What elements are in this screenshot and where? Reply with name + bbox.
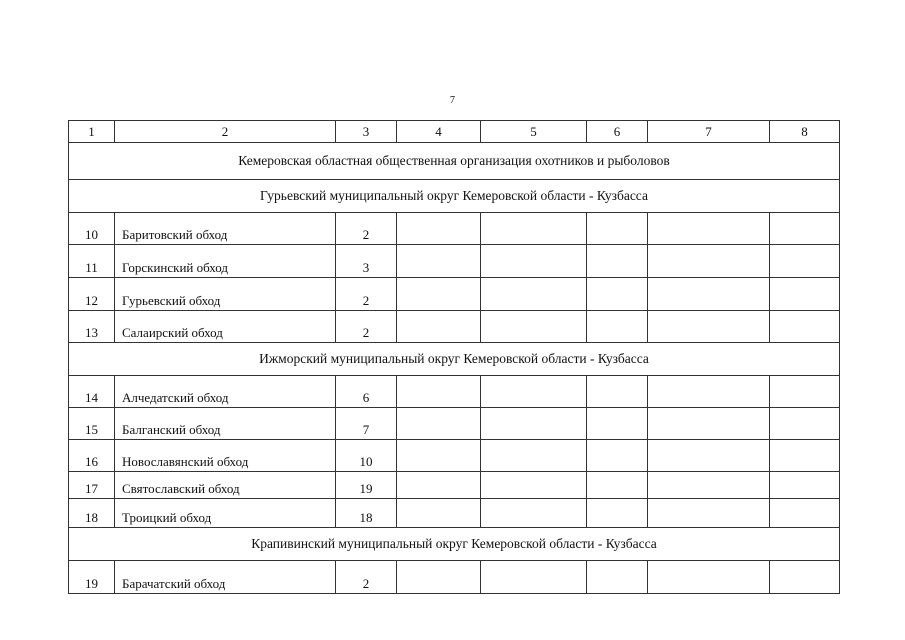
empty-cell [770, 376, 840, 408]
row-name: Алчедатский обход [115, 376, 336, 408]
section-header-row [69, 180, 840, 213]
row-name: Горскинский обход [115, 245, 336, 278]
row-number: 18 [69, 499, 115, 528]
empty-cell [587, 213, 648, 245]
page-number: 7 [450, 95, 455, 106]
empty-cell [397, 561, 481, 594]
empty-cell [648, 561, 770, 594]
table-row [69, 408, 840, 440]
row-number: 16 [69, 440, 115, 472]
column-header: 7 [648, 121, 770, 143]
column-number-row [69, 121, 840, 143]
empty-cell [587, 376, 648, 408]
row-number: 13 [69, 311, 115, 343]
row-count: 18 [336, 499, 397, 528]
empty-cell [587, 278, 648, 311]
row-number: 19 [69, 561, 115, 594]
row-count: 2 [336, 278, 397, 311]
empty-cell [770, 213, 840, 245]
empty-cell [587, 311, 648, 343]
empty-cell [397, 245, 481, 278]
row-number: 17 [69, 472, 115, 499]
row-count: 19 [336, 472, 397, 499]
empty-cell [397, 213, 481, 245]
empty-cell [481, 213, 587, 245]
row-count: 3 [336, 245, 397, 278]
table-row [69, 440, 840, 472]
empty-cell [481, 440, 587, 472]
empty-cell [397, 408, 481, 440]
empty-cell [481, 278, 587, 311]
row-count: 2 [336, 561, 397, 594]
empty-cell [587, 561, 648, 594]
empty-cell [397, 472, 481, 499]
empty-cell [397, 440, 481, 472]
row-number: 12 [69, 278, 115, 311]
empty-cell [481, 376, 587, 408]
empty-cell [481, 499, 587, 528]
section-header-row [69, 343, 840, 376]
row-name: Салаирский обход [115, 311, 336, 343]
empty-cell [587, 499, 648, 528]
empty-cell [481, 408, 587, 440]
empty-cell [587, 472, 648, 499]
row-count: 2 [336, 213, 397, 245]
empty-cell [648, 499, 770, 528]
empty-cell [770, 311, 840, 343]
column-header: 2 [115, 121, 336, 143]
empty-cell [648, 376, 770, 408]
row-name: Троицкий обход [115, 499, 336, 528]
column-header: 8 [770, 121, 840, 143]
empty-cell [648, 311, 770, 343]
row-name: Барачатский обход [115, 561, 336, 594]
empty-cell [770, 440, 840, 472]
row-name: Баритовский обход [115, 213, 336, 245]
table-row [69, 561, 840, 594]
section-title: Ижморский муниципальный округ Кемеровской области - Кузбасса [69, 343, 840, 376]
empty-cell [770, 499, 840, 528]
empty-cell [648, 245, 770, 278]
row-name: Новославянский обход [115, 440, 336, 472]
row-name: Святославский обход [115, 472, 336, 499]
empty-cell [648, 408, 770, 440]
empty-cell [770, 408, 840, 440]
row-count: 2 [336, 311, 397, 343]
empty-cell [770, 472, 840, 499]
empty-cell [397, 311, 481, 343]
empty-cell [397, 278, 481, 311]
table-row [69, 311, 840, 343]
empty-cell [397, 376, 481, 408]
empty-cell [648, 278, 770, 311]
empty-cell [481, 472, 587, 499]
table-row [69, 499, 840, 528]
column-header: 4 [397, 121, 481, 143]
empty-cell [481, 561, 587, 594]
table-row [69, 472, 840, 499]
organization-title: Кемеровская областная общественная организация охотников и рыболовов [69, 143, 840, 180]
empty-cell [770, 278, 840, 311]
district-table [68, 120, 840, 594]
empty-cell [481, 311, 587, 343]
row-count: 10 [336, 440, 397, 472]
organization-row [69, 143, 840, 180]
empty-cell [648, 472, 770, 499]
row-name: Балганский обход [115, 408, 336, 440]
section-header-row [69, 528, 840, 561]
column-header: 1 [69, 121, 115, 143]
empty-cell [587, 408, 648, 440]
row-number: 14 [69, 376, 115, 408]
empty-cell [397, 499, 481, 528]
table-row [69, 376, 840, 408]
empty-cell [770, 561, 840, 594]
empty-cell [648, 213, 770, 245]
empty-cell [587, 245, 648, 278]
section-title: Гурьевский муниципальный округ Кемеровской области - Кузбасса [69, 180, 840, 213]
row-number: 15 [69, 408, 115, 440]
row-count: 6 [336, 376, 397, 408]
column-header: 6 [587, 121, 648, 143]
section-title: Крапивинский муниципальный округ Кемеровской области - Кузбасса [69, 528, 840, 561]
table-row [69, 245, 840, 278]
empty-cell [770, 245, 840, 278]
table-row [69, 213, 840, 245]
row-name: Гурьевский обход [115, 278, 336, 311]
empty-cell [648, 440, 770, 472]
row-number: 10 [69, 213, 115, 245]
table-row [69, 278, 840, 311]
empty-cell [481, 245, 587, 278]
empty-cell [587, 440, 648, 472]
column-header: 3 [336, 121, 397, 143]
row-number: 11 [69, 245, 115, 278]
column-header: 5 [481, 121, 587, 143]
row-count: 7 [336, 408, 397, 440]
